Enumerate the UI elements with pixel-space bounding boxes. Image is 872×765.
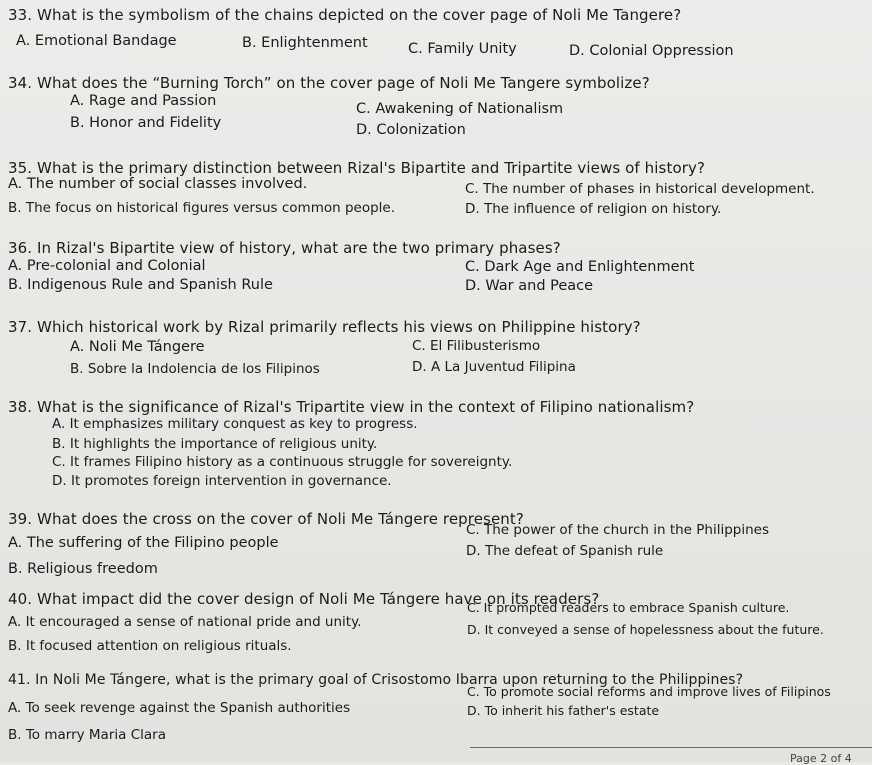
question-41: 41. In Noli Me Tángere, what is the primary goal of Crisostomo Ibarra upon returning to the Philippines? [8, 672, 744, 688]
q34-option-a: A. Rage and Passion [70, 93, 217, 109]
q33-option-c: C. Family Unity [408, 41, 517, 57]
q40-option-a: A. It encouraged a sense of national pride and unity. [8, 614, 362, 630]
question-33: 33. What is the symbolism of the chains depicted on the cover page of Noli Me Tangere? [8, 6, 682, 24]
question-37: 37. Which historical work by Rizal primarily reflects his views on Philippine history? [8, 318, 641, 336]
q40-option-c: C. It prompted readers to embrace Spanish culture. [467, 600, 790, 615]
q39-option-d: D. The defeat of Spanish rule [466, 543, 664, 559]
q41-option-d: D. To inherit his father's estate [467, 703, 660, 718]
q38-option-d: D. It promotes foreign intervention in governance. [52, 473, 392, 489]
page-number: Page 2 of 4 [790, 752, 852, 765]
q38-option-c: C. It frames Filipino history as a continuous struggle for sovereignty. [52, 454, 513, 470]
q37-option-d: D. A La Juventud Filipina [412, 359, 576, 375]
q35-option-b: B. The focus on historical figures versus common people. [8, 200, 396, 216]
question-36: 36. In Rizal's Bipartite view of history, what are the two primary phases? [8, 239, 561, 257]
q35-option-c: C. The number of phases in historical development. [465, 181, 815, 197]
q38-option-b: B. It highlights the importance of religious unity. [52, 436, 378, 452]
footer-divider [470, 747, 872, 748]
q36-option-d: D. War and Peace [465, 278, 594, 294]
question-38: 38. What is the significance of Rizal's Tripartite view in the context of Filipino nationalism? [8, 398, 695, 416]
q39-option-b: B. Religious freedom [8, 561, 158, 577]
q34-option-d: D. Colonization [356, 122, 466, 138]
q37-option-b: B. Sobre la Indolencia de los Filipinos [70, 361, 320, 377]
q35-option-d: D. The influence of religion on history. [465, 201, 722, 217]
q36-option-c: C. Dark Age and Enlightenment [465, 259, 695, 275]
question-40: 40. What impact did the cover design of Noli Me Tángere have on its readers? [8, 590, 600, 608]
q36-option-a: A. Pre-colonial and Colonial [8, 258, 206, 274]
q36-option-b: B. Indigenous Rule and Spanish Rule [8, 277, 273, 293]
question-39: 39. What does the cross on the cover of Noli Me Tángere represent? [8, 510, 524, 528]
q33-option-a: A. Emotional Bandage [16, 33, 177, 49]
q41-option-b: B. To marry Maria Clara [8, 727, 166, 743]
q34-option-b: B. Honor and Fidelity [70, 115, 222, 131]
question-34: 34. What does the “Burning Torch” on the cover page of Noli Me Tangere symbolize? [8, 74, 650, 92]
q38-option-a: A. It emphasizes military conquest as key to progress. [52, 416, 418, 432]
q33-option-b: B. Enlightenment [242, 35, 368, 51]
q40-option-b: B. It focused attention on religious rituals. [8, 638, 292, 654]
q39-option-a: A. The suffering of the Filipino people [8, 535, 279, 551]
q34-option-c: C. Awakening of Nationalism [356, 101, 564, 117]
q33-option-d: D. Colonial Oppression [569, 43, 734, 59]
q41-option-c: C. To promote social reforms and improve lives of Filipinos [467, 684, 831, 699]
q37-option-a: A. Noli Me Tángere [70, 339, 205, 355]
question-35: 35. What is the primary distinction between Rizal's Bipartite and Tripartite views of history? [8, 159, 706, 177]
q35-option-a: A. The number of social classes involved. [8, 176, 308, 192]
q37-option-c: C. El Filibusterismo [412, 338, 541, 354]
q40-option-d: D. It conveyed a sense of hopelessness about the future. [467, 622, 824, 637]
q41-option-a: A. To seek revenge against the Spanish authorities [8, 700, 351, 716]
q39-option-c: C. The power of the church in the Philippines [466, 522, 770, 538]
